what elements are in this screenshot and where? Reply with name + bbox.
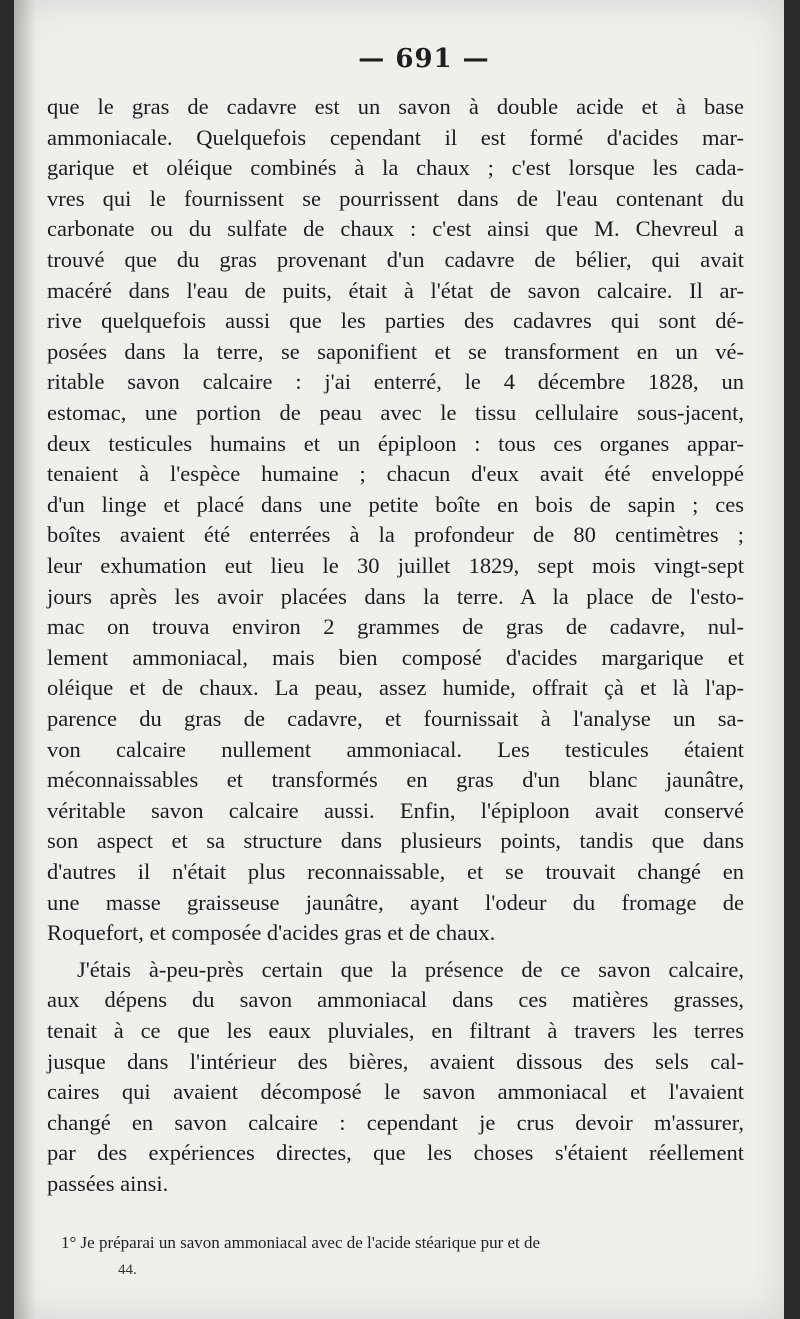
text-line: véritable savon calcaire aussi. Enfin, l'épiploon avait conservé [47,797,744,823]
text-line: ammoniacale. Quelquefois cependant il est formé d'acides mar- [47,124,744,150]
text-line: vres qui le fournissent se pourrissent dans de l'eau contenant du [47,185,744,211]
book-page [14,0,784,1319]
text-line: une masse graisseuse jaunâtre, ayant l'odeur du fromage de [47,889,744,915]
text-line: aux dépens du savon ammoniacal dans ces matières grasses, [47,987,744,1013]
text-line: tenaient à l'espèce humaine ; chacun d'eux avait été enveloppé [47,461,744,487]
binding-shadow [14,0,36,1319]
text-line: boîtes avaient été enterrées à la profondeur de 80 centimètres ; [47,522,744,548]
text-line: caires qui avaient décomposé le savon ammoniacal et l'avaient [47,1079,744,1105]
text-line: oléique et de chaux. La peau, assez humide, offrait çà et là l'ap- [47,675,744,701]
text-line: changé en savon calcaire : cependant je crus devoir m'assurer, [47,1109,744,1135]
text-line: son aspect et sa structure dans plusieurs points, tandis que dans [47,828,744,854]
text-line: mac on trouva environ 2 grammes de gras de cadavre, nul- [47,614,744,640]
text-line: méconnaissables et transformés en gras d'un blanc jaunâtre, [47,767,744,793]
text-line: tenait à ce que les eaux pluviales, en filtrant à travers les terres [47,1018,744,1043]
text-line: ritable savon calcaire : j'ai enterré, le 4 décembre 1828, un [47,369,744,395]
text-line: carbonate ou du sulfate de chaux : c'est ainsi que M. Chevreul a [47,216,744,242]
text-line: passées ainsi. [47,1171,169,1196]
text-line: d'un linge et placé dans une petite boîte en bois de sapin ; ces [47,491,744,517]
page-number-header: — 691 — [358,44,490,74]
text-line: posées dans la terre, se saponifient et se transforment en un vé- [47,338,744,364]
text-line: d'autres il n'était plus reconnaissable, et se trouvait changé en [47,859,744,884]
text-line: jours après les avoir placées dans la terre. A la place de l'esto- [47,583,744,609]
text-line: deux testicules humains et un épiploon : tous ces organes appar- [47,430,744,456]
text-line: von calcaire nullement ammoniacal. Les testicules étaient [47,736,744,762]
signature-mark: 44. [118,1262,137,1278]
text-line: lement ammoniacal, mais bien composé d'acides margarique et [47,644,744,670]
text-line: jusque dans l'intérieur des bières, avaient dissous des sels cal- [47,1048,744,1074]
text-line: parence du gras de cadavre, et fournissait à l'analyse un sa- [47,706,744,731]
text-line: rive quelquefois aussi que les parties des cadavres qui sont dé- [47,308,744,334]
text-line: Roquefort, et composée d'acides gras et de chaux. [47,920,496,946]
text-line: par des expériences directes, que les choses s'étaient réellement [47,1140,744,1166]
text-line: leur exhumation eut lieu le 30 juillet 1829, sept mois vingt-sept [47,553,744,578]
text-line: macéré dans l'eau de puits, était à l'état de savon calcaire. Il ar- [47,277,744,303]
footnote: 1° Je préparai un savon ammoniacal avec de l'acide stéarique pur et de [61,1233,541,1252]
text-line: trouvé que du gras provenant d'un cadavre de bélier, qui avait [47,247,744,272]
text-line: estomac, une portion de peau avec le tissu cellulaire sous-jacent, [47,400,744,425]
text-line: que le gras de cadavre est un savon à double acide et à base [47,94,744,119]
text-line: garique et oléique combinés à la chaux ; c'est lorsque les cada- [47,155,744,181]
text-line: J'étais à-peu-près certain que la présence de ce savon calcaire, [77,956,744,982]
